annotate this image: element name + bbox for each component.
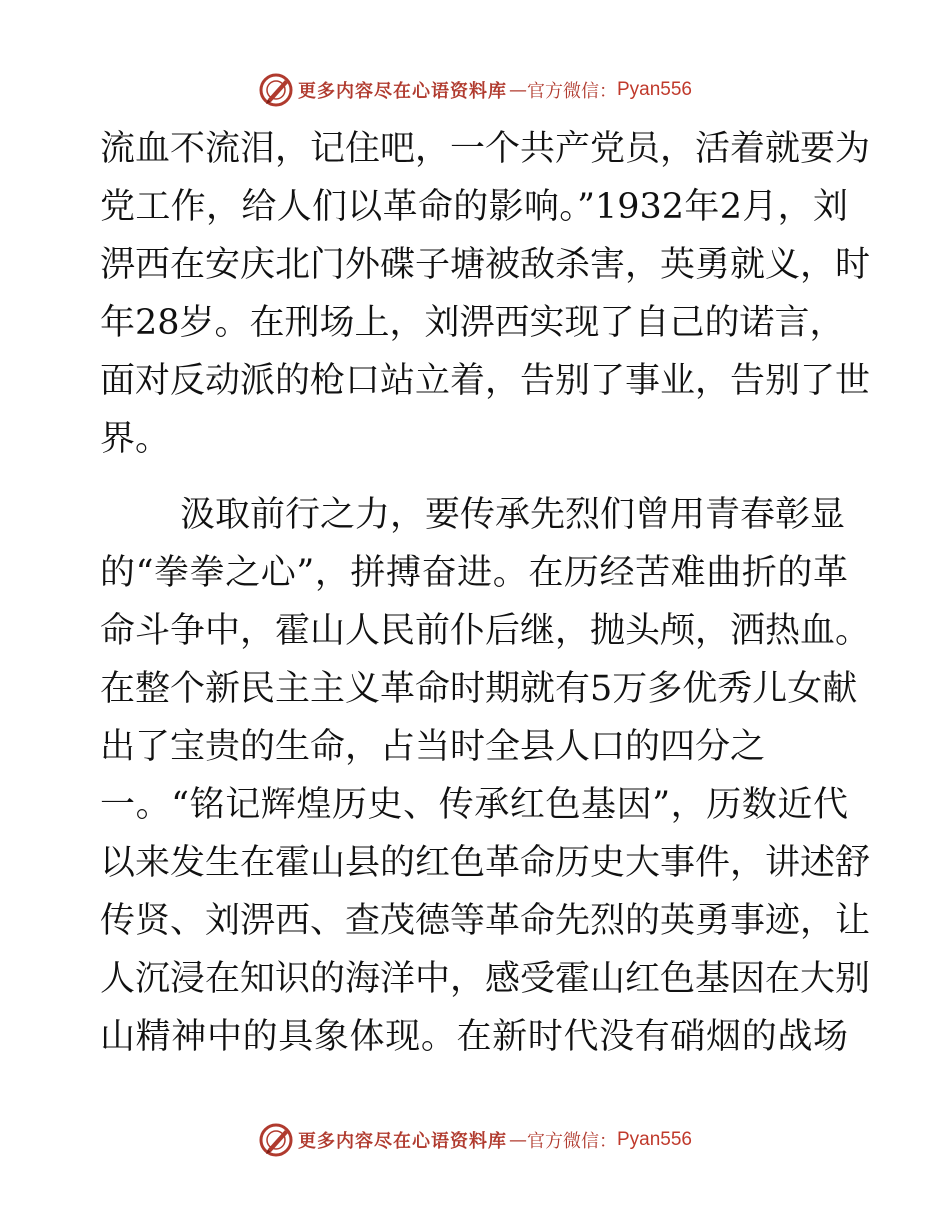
text-line: 流血不流泪，记住吧，一个共产党员，活着就要为 <box>100 129 871 169</box>
banner-brand-text: 更多内容尽在心语资料库 <box>297 1131 507 1152</box>
text-line: 命斗争中，霍山人民前仆后继，抛头颅，洒热血。 <box>100 611 871 651</box>
text-line: 以来发生在霍山县的红色革命历史大事件，讲述舒 <box>100 843 871 883</box>
text-line: 淠西在安庆北门外碟子塘被敌杀害，英勇就义，时 <box>100 245 871 285</box>
text-line: 年28岁。在刑场上，刘淠西实现了自己的诺言， <box>100 303 845 343</box>
pen-logo-icon <box>258 1122 294 1158</box>
banner-wechat-label: 官方微信： <box>526 81 617 102</box>
text-line: 人沉浸在知识的海洋中，感受霍山红色基因在大别 <box>100 959 871 999</box>
text-line: 汲取前行之力，要传承先烈们曾用青春彰显 <box>180 495 846 535</box>
banner-wechat-label: 官方微信： <box>526 1131 617 1152</box>
text-line: 面对反动派的枪口站立着，告别了事业，告别了世 <box>100 361 871 401</box>
text-line: 出了宝贵的生命，占当时全县人口的四分之 <box>100 727 766 767</box>
text-line: 山精神中的具象体现。在新时代没有硝烟的战场 <box>100 1017 848 1057</box>
banner-wechat-id: Pyan556 <box>616 1129 692 1150</box>
text-line: 党工作，给人们以革命的影响。”1932年2月，刘 <box>100 187 848 227</box>
text-line: 传贤、刘淠西、查茂德等革命先烈的英勇事迹，让 <box>100 901 871 941</box>
footer-banner <box>0 1120 950 1160</box>
text-line: 的“拳拳之心”，拼搏奋进。在历经苦难曲折的革 <box>100 553 848 593</box>
banner-brand-text: 更多内容尽在心语资料库 <box>297 81 507 102</box>
text-line: 一。“铭记辉煌历史、传承红色基因”，历数近代 <box>100 785 848 825</box>
banner-wechat-id: Pyan556 <box>616 79 692 100</box>
text-line: 在整个新民主主义革命时期就有5万多优秀儿女献 <box>100 669 858 709</box>
banner-separator: — <box>508 79 527 101</box>
text-line: 界。 <box>100 419 171 459</box>
banner-separator: — <box>508 1129 527 1151</box>
